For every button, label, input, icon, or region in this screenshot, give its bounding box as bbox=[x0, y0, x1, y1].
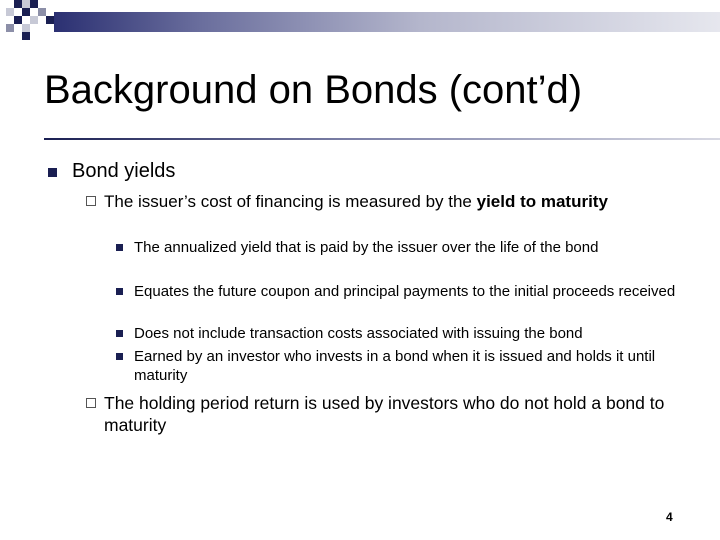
slide-title: Background on Bonds (cont’d) bbox=[44, 68, 583, 112]
bullet-square-icon bbox=[116, 330, 123, 337]
detail-bullet: Equates the future coupon and principal payments to the initial proceeds received bbox=[134, 283, 676, 300]
sub-bullet-yield-to-maturity bbox=[104, 191, 664, 212]
bullet-square-icon bbox=[116, 353, 123, 360]
bullet-square-icon bbox=[116, 244, 123, 251]
hollow-box-icon bbox=[86, 398, 96, 408]
detail-bullet: Earned by an investor who invests in a bond when it is issued and holds it until maturity bbox=[134, 348, 656, 384]
sub-bullet-text: The issuer’s cost of financing is measured by the bbox=[104, 192, 477, 211]
sub-bullet-holding-period-return: The holding period return is used by investors who do not hold a bond to maturity bbox=[104, 393, 665, 435]
title-divider bbox=[44, 138, 720, 140]
bullet-square-icon bbox=[116, 288, 123, 295]
bullet-bond-yields: Bond yields bbox=[72, 160, 176, 182]
bullet-square-icon bbox=[48, 168, 57, 177]
hollow-box-icon bbox=[86, 196, 96, 206]
detail-bullet: Does not include transaction costs associated with issuing the bond bbox=[134, 325, 583, 342]
sub-bullet-bold-term: yield to maturity bbox=[476, 192, 608, 211]
detail-bullet: The annualized yield that is paid by the issuer over the life of the bond bbox=[134, 239, 599, 256]
header-gradient-bar bbox=[54, 12, 720, 32]
page-number: 4 bbox=[666, 510, 673, 524]
